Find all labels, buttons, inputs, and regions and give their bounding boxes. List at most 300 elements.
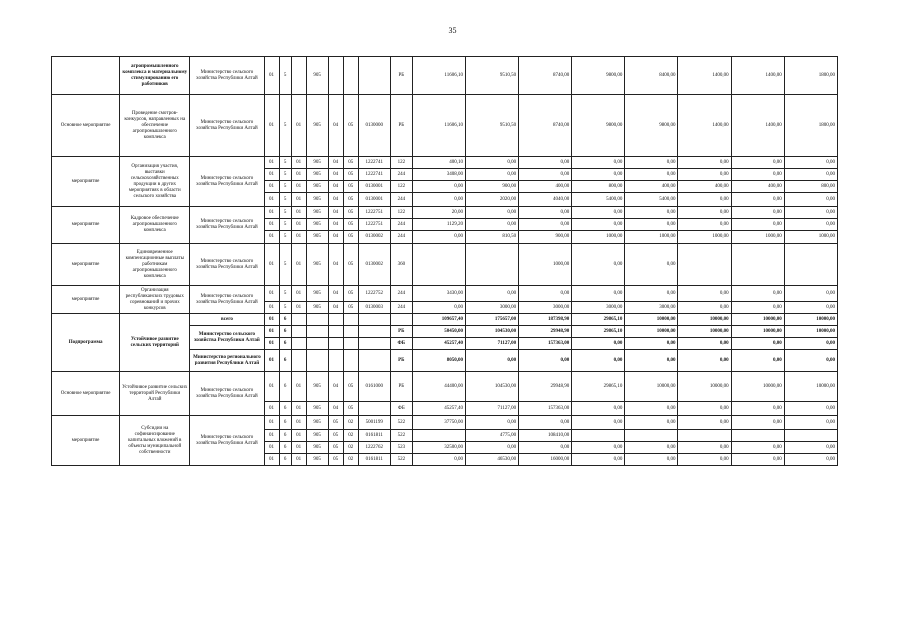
code-cell: 5 bbox=[279, 302, 291, 314]
value-cell: 0,00 bbox=[784, 286, 837, 302]
code-cell bbox=[343, 350, 358, 372]
value-cell: 0,00 bbox=[731, 219, 784, 231]
value-cell: 0,00 bbox=[625, 402, 678, 416]
code-cell: 01 bbox=[291, 430, 306, 442]
code-cell: 01 bbox=[264, 350, 279, 372]
value-cell: 0,00 bbox=[678, 169, 731, 181]
responsible-cell: Министерство сельского хозяйства Республики Алтай bbox=[190, 286, 264, 314]
code-cell: 5 bbox=[279, 286, 291, 302]
value-cell: 1400,00 bbox=[731, 95, 784, 157]
code-cell: 0130001 bbox=[358, 181, 390, 193]
value-cell: 0,00 bbox=[572, 402, 625, 416]
value-cell bbox=[572, 430, 625, 442]
code-cell: 01 bbox=[264, 181, 279, 193]
code-cell: 01 bbox=[264, 454, 279, 466]
value-cell: 16000,00 bbox=[519, 454, 572, 466]
responsible-cell: Министерство сельского хозяйства Республики Алтай bbox=[190, 207, 264, 244]
code-cell: 122 bbox=[390, 157, 412, 169]
code-cell bbox=[343, 326, 358, 338]
code-cell: 0130002 bbox=[358, 231, 390, 244]
code-cell: 905 bbox=[306, 219, 328, 231]
code-cell: 04 bbox=[328, 169, 343, 181]
value-cell: 0,00 bbox=[412, 231, 465, 244]
value-cell: 0,00 bbox=[412, 181, 465, 193]
value-cell: 0,00 bbox=[784, 157, 837, 169]
code-cell: 0130002 bbox=[358, 244, 390, 286]
value-cell: 0,00 bbox=[784, 442, 837, 454]
code-cell: 01 bbox=[291, 219, 306, 231]
value-cell bbox=[731, 430, 784, 442]
value-cell: 10000,00 bbox=[678, 314, 731, 326]
value-cell: 0,00 bbox=[784, 454, 837, 466]
code-cell: 01 bbox=[291, 231, 306, 244]
value-cell: 1400,00 bbox=[678, 57, 731, 95]
code-cell: 5 bbox=[279, 193, 291, 207]
table-row bbox=[52, 416, 838, 430]
value-cell bbox=[678, 244, 731, 286]
value-cell: 400,00 bbox=[625, 181, 678, 193]
code-cell: 6 bbox=[279, 350, 291, 372]
code-cell: 6 bbox=[279, 402, 291, 416]
code-cell: 01 bbox=[291, 169, 306, 181]
value-cell: 1000,00 bbox=[625, 231, 678, 244]
responsible-cell: Министерство сельского хозяйства Республики Алтай bbox=[190, 157, 264, 207]
value-cell: 1000,00 bbox=[784, 231, 837, 244]
code-cell: 905 bbox=[306, 372, 328, 402]
code-cell bbox=[358, 314, 390, 326]
value-cell: 109657,40 bbox=[412, 314, 465, 326]
code-cell: 6 bbox=[279, 430, 291, 442]
code-cell: 01 bbox=[291, 95, 306, 157]
code-cell: 244 bbox=[390, 219, 412, 231]
value-cell: 0,00 bbox=[731, 338, 784, 350]
code-cell: 02 bbox=[343, 416, 358, 430]
code-cell: 01 bbox=[264, 95, 279, 157]
code-cell bbox=[358, 402, 390, 416]
code-cell: 02 bbox=[343, 454, 358, 466]
code-cell: 04 bbox=[328, 219, 343, 231]
code-cell bbox=[306, 314, 328, 326]
value-cell: 0,00 bbox=[678, 219, 731, 231]
value-cell: 0,00 bbox=[625, 454, 678, 466]
status-cell: мероприятие bbox=[52, 416, 120, 466]
value-cell: 900,00 bbox=[465, 181, 518, 193]
code-cell bbox=[291, 338, 306, 350]
code-cell: 905 bbox=[306, 430, 328, 442]
table-row bbox=[52, 57, 838, 95]
code-cell: 01 bbox=[264, 338, 279, 350]
value-cell: 8050,00 bbox=[412, 350, 465, 372]
value-cell: 0,00 bbox=[465, 286, 518, 302]
value-cell: 0,00 bbox=[625, 416, 678, 430]
value-cell: 29948,90 bbox=[519, 372, 572, 402]
code-cell: РБ bbox=[390, 57, 412, 95]
value-cell: 0,00 bbox=[465, 350, 518, 372]
code-cell bbox=[343, 57, 358, 95]
code-cell: РБ bbox=[390, 326, 412, 338]
value-cell: 0,00 bbox=[625, 350, 678, 372]
value-cell: 0,00 bbox=[784, 207, 837, 219]
value-cell bbox=[784, 244, 837, 286]
code-cell: 6 bbox=[279, 338, 291, 350]
code-cell: 01 bbox=[264, 219, 279, 231]
value-cell: 29865,10 bbox=[572, 314, 625, 326]
value-cell: 108410,00 bbox=[519, 430, 572, 442]
value-cell: 0,00 bbox=[572, 454, 625, 466]
value-cell: 1000,00 bbox=[731, 231, 784, 244]
code-cell: 122 bbox=[390, 207, 412, 219]
code-cell: 01 bbox=[264, 207, 279, 219]
program-name-cell: Устойчивое развитие сельских территорий Республики Алтай bbox=[120, 372, 190, 416]
value-cell bbox=[678, 430, 731, 442]
responsible-cell: всего bbox=[190, 314, 264, 326]
responsible-cell: Министерство сельского хозяйства Республики Алтай bbox=[190, 57, 264, 95]
value-cell: 3000,00 bbox=[519, 302, 572, 314]
value-cell: 8740,00 bbox=[519, 57, 572, 95]
code-cell: 905 bbox=[306, 207, 328, 219]
value-cell: 9800,00 bbox=[572, 57, 625, 95]
code-cell: 01 bbox=[291, 207, 306, 219]
value-cell: 0,00 bbox=[519, 219, 572, 231]
code-cell: 905 bbox=[306, 181, 328, 193]
value-cell: 5400,00 bbox=[625, 193, 678, 207]
value-cell: 0,00 bbox=[731, 402, 784, 416]
value-cell: 0,00 bbox=[572, 169, 625, 181]
code-cell: 01 bbox=[264, 231, 279, 244]
code-cell: РБ bbox=[390, 372, 412, 402]
value-cell: 0,00 bbox=[625, 442, 678, 454]
code-cell: 01 bbox=[291, 286, 306, 302]
value-cell: 10000,00 bbox=[625, 372, 678, 402]
code-cell: 244 bbox=[390, 231, 412, 244]
code-cell: 360 bbox=[390, 244, 412, 286]
value-cell: 0,00 bbox=[678, 157, 731, 169]
table-row bbox=[52, 372, 838, 402]
code-cell: 01 bbox=[264, 302, 279, 314]
value-cell: 9510,50 bbox=[465, 95, 518, 157]
status-cell: Основное мероприятие bbox=[52, 372, 120, 416]
code-cell bbox=[358, 57, 390, 95]
code-cell: 1222741 bbox=[358, 169, 390, 181]
code-cell: 04 bbox=[328, 231, 343, 244]
code-cell: 01 bbox=[291, 193, 306, 207]
value-cell: 10000,00 bbox=[678, 326, 731, 338]
code-cell: 122 bbox=[390, 181, 412, 193]
value-cell bbox=[731, 244, 784, 286]
code-cell: 01 bbox=[264, 402, 279, 416]
code-cell bbox=[306, 326, 328, 338]
code-cell: 244 bbox=[390, 169, 412, 181]
code-cell bbox=[328, 57, 343, 95]
code-cell: 04 bbox=[328, 244, 343, 286]
program-name-cell: Организация республиканских трудовых соревнований и прочих конкурсов bbox=[120, 286, 190, 314]
status-cell: Подпрограмма bbox=[52, 314, 120, 372]
code-cell: 0130000 bbox=[358, 95, 390, 157]
code-cell: 905 bbox=[306, 193, 328, 207]
code-cell: 905 bbox=[306, 231, 328, 244]
value-cell: 0,00 bbox=[625, 286, 678, 302]
value-cell: 0,00 bbox=[519, 207, 572, 219]
code-cell: 6 bbox=[279, 442, 291, 454]
value-cell bbox=[465, 244, 518, 286]
value-cell bbox=[784, 430, 837, 442]
code-cell: 5 bbox=[279, 157, 291, 169]
value-cell: 0,00 bbox=[678, 302, 731, 314]
program-name-cell: Кадровое обеспечение агропромышленного комплекса bbox=[120, 207, 190, 244]
value-cell: 0,00 bbox=[625, 157, 678, 169]
value-cell: 50450,00 bbox=[412, 326, 465, 338]
value-cell: 5400,00 bbox=[572, 193, 625, 207]
value-cell: 104530,00 bbox=[465, 326, 518, 338]
code-cell: 01 bbox=[291, 244, 306, 286]
code-cell: ФБ bbox=[390, 402, 412, 416]
value-cell: 46530,00 bbox=[465, 454, 518, 466]
value-cell: 0,00 bbox=[784, 219, 837, 231]
code-cell: 905 bbox=[306, 454, 328, 466]
value-cell: 10000,00 bbox=[784, 314, 837, 326]
table-body bbox=[52, 57, 838, 466]
code-cell: 0130003 bbox=[358, 302, 390, 314]
code-cell: 01 bbox=[264, 442, 279, 454]
value-cell: 0,00 bbox=[412, 454, 465, 466]
code-cell bbox=[390, 314, 412, 326]
value-cell bbox=[625, 430, 678, 442]
value-cell: 157363,00 bbox=[519, 338, 572, 350]
code-cell: 6 bbox=[279, 372, 291, 402]
program-name-cell: Субсидии на софинансирование капитальных вложений в объекты муниципальной собственности bbox=[120, 416, 190, 466]
status-cell bbox=[52, 57, 120, 95]
code-cell: 02 bbox=[343, 442, 358, 454]
code-cell: 905 bbox=[306, 442, 328, 454]
code-cell: 05 bbox=[343, 244, 358, 286]
value-cell: 1800,00 bbox=[784, 95, 837, 157]
code-cell: 04 bbox=[328, 207, 343, 219]
value-cell: 0,00 bbox=[731, 302, 784, 314]
code-cell: 5 bbox=[279, 95, 291, 157]
value-cell: 29865,10 bbox=[572, 326, 625, 338]
code-cell: 05 bbox=[328, 442, 343, 454]
code-cell: 0161811 bbox=[358, 454, 390, 466]
value-cell: 0,00 bbox=[731, 169, 784, 181]
value-cell: 0,00 bbox=[572, 157, 625, 169]
code-cell: 1222751 bbox=[358, 207, 390, 219]
code-cell: 6 bbox=[279, 454, 291, 466]
value-cell: 3408,00 bbox=[412, 169, 465, 181]
value-cell: 0,00 bbox=[784, 302, 837, 314]
value-cell: 32500,00 bbox=[412, 442, 465, 454]
value-cell: 810,50 bbox=[465, 231, 518, 244]
table-row bbox=[52, 157, 838, 169]
value-cell: 0,00 bbox=[625, 244, 678, 286]
code-cell: 905 bbox=[306, 416, 328, 430]
code-cell: 5001199 bbox=[358, 416, 390, 430]
value-cell: 0,00 bbox=[572, 416, 625, 430]
code-cell: 05 bbox=[343, 95, 358, 157]
status-cell: мероприятие bbox=[52, 286, 120, 314]
code-cell: 01 bbox=[264, 326, 279, 338]
value-cell: 10000,00 bbox=[625, 326, 678, 338]
value-cell: 175657,00 bbox=[465, 314, 518, 326]
value-cell: 10000,00 bbox=[784, 326, 837, 338]
program-name-cell: Проведение смотров-конкурсов, направленных на обеспечение агропромышленного комплекса bbox=[120, 95, 190, 157]
code-cell: 05 bbox=[343, 157, 358, 169]
code-cell: 05 bbox=[343, 302, 358, 314]
code-cell: 5 bbox=[279, 207, 291, 219]
status-cell: мероприятие bbox=[52, 244, 120, 286]
code-cell: 0161000 bbox=[358, 372, 390, 402]
code-cell: 04 bbox=[328, 181, 343, 193]
responsible-cell: Министерство сельского хозяйства Республики Алтай bbox=[190, 326, 264, 350]
code-cell: 05 bbox=[328, 454, 343, 466]
code-cell bbox=[291, 57, 306, 95]
code-cell: 01 bbox=[291, 402, 306, 416]
code-cell: 5 bbox=[279, 57, 291, 95]
value-cell: 0,00 bbox=[678, 286, 731, 302]
code-cell: 05 bbox=[343, 193, 358, 207]
code-cell bbox=[328, 338, 343, 350]
value-cell: 1000,00 bbox=[572, 231, 625, 244]
code-cell: 244 bbox=[390, 302, 412, 314]
value-cell: 0,00 bbox=[678, 207, 731, 219]
program-name-cell: Устойчивое развитие сельских территорий bbox=[120, 314, 190, 372]
value-cell: 104530,00 bbox=[465, 372, 518, 402]
code-cell: 905 bbox=[306, 95, 328, 157]
value-cell: 800,00 bbox=[784, 181, 837, 193]
value-cell: 10000,00 bbox=[731, 372, 784, 402]
value-cell: 0,00 bbox=[519, 286, 572, 302]
value-cell: 10000,00 bbox=[784, 372, 837, 402]
code-cell bbox=[328, 350, 343, 372]
value-cell: 400,00 bbox=[519, 181, 572, 193]
code-cell: 05 bbox=[328, 430, 343, 442]
value-cell: 10000,00 bbox=[731, 314, 784, 326]
value-cell: 37750,00 bbox=[412, 416, 465, 430]
code-cell: 6 bbox=[279, 416, 291, 430]
value-cell: 9800,00 bbox=[625, 95, 678, 157]
code-cell: 01 bbox=[264, 244, 279, 286]
code-cell: 01 bbox=[291, 442, 306, 454]
value-cell: 3000,00 bbox=[465, 302, 518, 314]
code-cell: 04 bbox=[328, 157, 343, 169]
code-cell: 05 bbox=[343, 372, 358, 402]
value-cell: 187398,90 bbox=[519, 314, 572, 326]
value-cell: 900,00 bbox=[519, 231, 572, 244]
value-cell: 9510,50 bbox=[465, 57, 518, 95]
value-cell: 10000,00 bbox=[731, 326, 784, 338]
code-cell: РБ bbox=[390, 350, 412, 372]
value-cell: 0,00 bbox=[465, 442, 518, 454]
program-name-cell: агропромышленного комплекса и материальному стимулированию его работников bbox=[120, 57, 190, 95]
value-cell: 400,00 bbox=[678, 181, 731, 193]
value-cell: 0,00 bbox=[731, 193, 784, 207]
code-cell: 905 bbox=[306, 286, 328, 302]
value-cell: 0,00 bbox=[784, 402, 837, 416]
table-row bbox=[52, 286, 838, 302]
value-cell: 0,00 bbox=[731, 157, 784, 169]
value-cell: 800,00 bbox=[572, 181, 625, 193]
value-cell: 0,00 bbox=[572, 350, 625, 372]
code-cell bbox=[358, 326, 390, 338]
status-cell: мероприятие bbox=[52, 207, 120, 244]
value-cell: 0,00 bbox=[465, 169, 518, 181]
program-name-cell: Организация участия, выставки сельскохозяйственных продукции в других мероприятиях в области сельского хозяйства bbox=[120, 157, 190, 207]
value-cell: 11606,10 bbox=[412, 95, 465, 157]
code-cell: 1222751 bbox=[358, 219, 390, 231]
code-cell: 5 bbox=[279, 231, 291, 244]
value-cell: 8400,00 bbox=[625, 57, 678, 95]
value-cell bbox=[412, 244, 465, 286]
value-cell: 9800,00 bbox=[572, 95, 625, 157]
value-cell: 45257,40 bbox=[412, 338, 465, 350]
code-cell: 244 bbox=[390, 286, 412, 302]
value-cell: 3000,00 bbox=[625, 302, 678, 314]
value-cell: 0,00 bbox=[731, 286, 784, 302]
responsible-cell: Министерство сельского хозяйства Республики Алтай bbox=[190, 372, 264, 416]
value-cell: 0,00 bbox=[784, 350, 837, 372]
code-cell: 04 bbox=[328, 302, 343, 314]
value-cell: 0,00 bbox=[465, 219, 518, 231]
value-cell: 0,00 bbox=[731, 416, 784, 430]
code-cell: 04 bbox=[328, 95, 343, 157]
value-cell: 44400,00 bbox=[412, 372, 465, 402]
value-cell: 0,00 bbox=[678, 454, 731, 466]
code-cell: 0130001 bbox=[358, 193, 390, 207]
value-cell: 0,00 bbox=[731, 442, 784, 454]
value-cell: 0,00 bbox=[678, 442, 731, 454]
code-cell: 01 bbox=[291, 372, 306, 402]
value-cell: 0,00 bbox=[784, 169, 837, 181]
status-cell: Основное мероприятие bbox=[52, 95, 120, 157]
responsible-cell: Министерство регионального развития Республики Алтай bbox=[190, 350, 264, 372]
value-cell: 11606,10 bbox=[412, 57, 465, 95]
code-cell: 244 bbox=[390, 193, 412, 207]
code-cell: 905 bbox=[306, 169, 328, 181]
value-cell: 45257,40 bbox=[412, 402, 465, 416]
value-cell: 0,00 bbox=[412, 302, 465, 314]
value-cell: 0,00 bbox=[572, 244, 625, 286]
code-cell bbox=[328, 326, 343, 338]
code-cell: 04 bbox=[328, 286, 343, 302]
value-cell: 0,00 bbox=[519, 416, 572, 430]
value-cell: 0,00 bbox=[625, 219, 678, 231]
code-cell: 905 bbox=[306, 57, 328, 95]
value-cell bbox=[412, 430, 465, 442]
code-cell bbox=[291, 326, 306, 338]
code-cell: 01 bbox=[291, 454, 306, 466]
code-cell: 6 bbox=[279, 314, 291, 326]
value-cell: 0,00 bbox=[678, 338, 731, 350]
code-cell: 01 bbox=[264, 430, 279, 442]
code-cell: 01 bbox=[264, 416, 279, 430]
value-cell: 4775,00 bbox=[465, 430, 518, 442]
value-cell: 1800,00 bbox=[784, 57, 837, 95]
responsible-cell: Министерство сельского хозяйства Республики Алтай bbox=[190, 416, 264, 466]
value-cell: 0,00 bbox=[572, 442, 625, 454]
status-cell: мероприятие bbox=[52, 157, 120, 207]
value-cell: 0,00 bbox=[731, 350, 784, 372]
table-row bbox=[52, 95, 838, 157]
value-cell: 10000,00 bbox=[625, 314, 678, 326]
code-cell: 6 bbox=[279, 326, 291, 338]
code-cell: 905 bbox=[306, 402, 328, 416]
code-cell: 05 bbox=[343, 207, 358, 219]
responsible-cell: Министерство сельского хозяйства Республики Алтай bbox=[190, 244, 264, 286]
value-cell: 0,00 bbox=[572, 286, 625, 302]
code-cell: 01 bbox=[264, 157, 279, 169]
code-cell: 01 bbox=[291, 302, 306, 314]
value-cell: 0,00 bbox=[519, 157, 572, 169]
code-cell: 05 bbox=[343, 219, 358, 231]
